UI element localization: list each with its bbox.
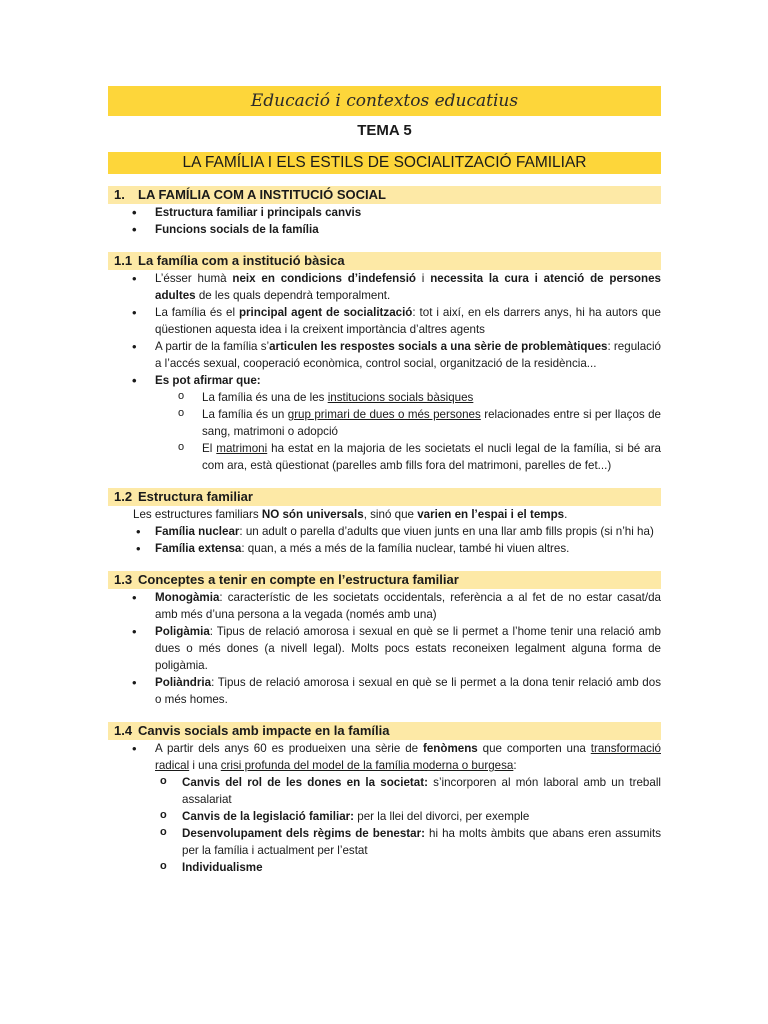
list-item: • Estructura familiar i principals canvis [108,204,661,221]
text: La família és una de les [202,391,328,404]
text: Les estructures familiars [133,508,262,521]
sub-list-item [108,808,661,825]
bold-text: NO són universals [261,508,364,521]
list-item [108,304,661,338]
text: L’ésser humà [155,272,233,285]
text: de les quals dependrà temporalment. [195,289,391,302]
bold-text: Poligàmia [155,625,210,638]
text: s’incorporen al món laboral amb un treball assalariat [182,776,661,806]
text: : Tipus de relació amorosa i sexual en què se li permet a la dona tenir relació amb dos o més homes. [155,676,661,706]
underlined-text: institucions socials bàsiques [327,391,474,404]
text: La família és el [155,306,239,319]
text: , sinó que [363,508,418,521]
section-1-2-intro [108,506,661,523]
sub-list-item [108,859,661,876]
bold-text: Canvis de la legislació familiar: [182,810,355,823]
section-1-heading [108,186,661,204]
text: i una [189,759,221,772]
chapter-title-banner [108,152,661,174]
text: : Tipus de relació amorosa i sexual en què se li permet a l’home tenir una relació amb dues o més dones (a nivell legal). Molts pocs estats reconeixen legalment alguna forma de poligàmia. [155,625,661,672]
chapter-title: LA FAMÍLIA I ELS ESTILS DE SOCIALITZACIÓ FAMILIAR [182,154,587,171]
bold-text: Individualisme [182,861,263,874]
list-item: • Funcions socials de la família [108,221,661,238]
bold-text: varien en l’espai i el temps [417,508,565,521]
sub-list-item [108,389,661,406]
bold-text: principal agent de socialització [238,306,413,319]
section-number: 1.4 [114,723,133,738]
section-1-3-list [108,589,661,708]
text: que comporten una [477,742,591,755]
bold-text: Poliàndria [155,676,212,689]
bold-text: Canvis del rol de les dones en la societat: [182,776,428,789]
text: : tot i així, en els darrers anys, hi ha autors que qüestionen aquesta idea i la creixent importància d’altres agents [155,306,661,336]
list-item [108,589,661,623]
section-1-1-heading [108,252,661,270]
underlined-text: grup primari de dues o més persones [287,408,481,421]
bold-text: Família nuclear [155,525,240,538]
text: : regulació a l’accés sexual, cooperació econòmica, control social, organització de la residència... [155,340,661,370]
list-item [108,523,661,540]
section-1-2-heading [108,488,661,506]
underlined-text: transformació radical [155,742,661,772]
text: : [513,759,517,772]
section-1-1-list [108,270,661,474]
text: : un adult o parella d’adults que viuen junts en una llar amb fills propis (si n’hi ha) [239,525,654,538]
underlined-text: crisi profunda del model de la família moderna o burgesa [220,759,514,772]
section-title: La família com a institució bàsica [138,253,345,268]
bold-text: necessita la cura i atenció de persones adultes [155,272,661,302]
text: i [416,272,431,285]
section-number: 1.1 [114,253,133,268]
section-title: Canvis socials amb impacte en la família [138,723,390,738]
course-title: Educació i contextos educatius [250,91,519,111]
bold-text: Família extensa [155,542,242,555]
bold-text: articulen les respostes socials a una sèrie de problemàtiques [269,340,608,353]
section-1-list [108,204,661,238]
sub-list-item [108,440,661,474]
text: La família és un [202,408,288,421]
section-title: Conceptes a tenir en compte en l’estructura familiar [138,572,459,587]
text: A partir dels anys 60 es produeixen una sèrie de [155,742,423,755]
list-item [108,740,661,774]
text: El [202,442,217,455]
text: per la llei del divorci, per exemple [354,810,530,823]
list-item [108,540,661,557]
section-title: LA FAMÍLIA COM A INSTITUCIÓ SOCIAL [138,187,386,202]
section-1-4-heading [108,722,661,740]
text: A partir de la família s’ [155,340,270,353]
bold-text: Monogàmia [155,591,220,604]
bold-text: neix en condicions d’indefensió [232,272,416,285]
course-title-banner [108,86,661,116]
section-1-2-list [108,523,661,557]
sub-list-item [108,825,661,859]
text: : quan, a més a més de la família nuclear, també hi viuen altres. [241,542,570,555]
text: relacionades entre si per llaços de sang, matrimoni o adopció [202,408,661,438]
list-item [108,338,661,372]
list-item: • Es pot afirmar que: [108,372,661,389]
bold-text: fenòmens [422,742,478,755]
sub-list-item [108,774,661,808]
tema-heading: TEMA 5 [357,122,412,139]
section-number: 1. [114,187,125,202]
section-number: 1.2 [114,489,133,504]
bold-text: Desenvolupament dels règims de benestar: [182,827,425,840]
list-item [108,674,661,708]
section-title: Estructura familiar [138,489,253,504]
text: : característic de les societats occidentals, referència a al fet de no estar casat/da amb més d’una persona a la vegada (només amb una) [155,591,661,621]
text: . [564,508,568,521]
underlined-text: matrimoni [216,442,268,455]
section-1-4-list [108,740,661,876]
section-1-3-heading [108,571,661,589]
section-number: 1.3 [114,572,133,587]
sub-list-item [108,406,661,440]
list-item [108,623,661,674]
list-item [108,270,661,304]
text: ha estat en la majoria de les societats el nucli legal de la família, si bé ara com ara, està qüestionat (parelles amb fills fora del matrimoni, parelles de fet...) [202,442,661,472]
document-page [108,86,661,876]
text: hi ha molts àmbits que abans eren assumits per la família i actualment per l’estat [182,827,661,857]
